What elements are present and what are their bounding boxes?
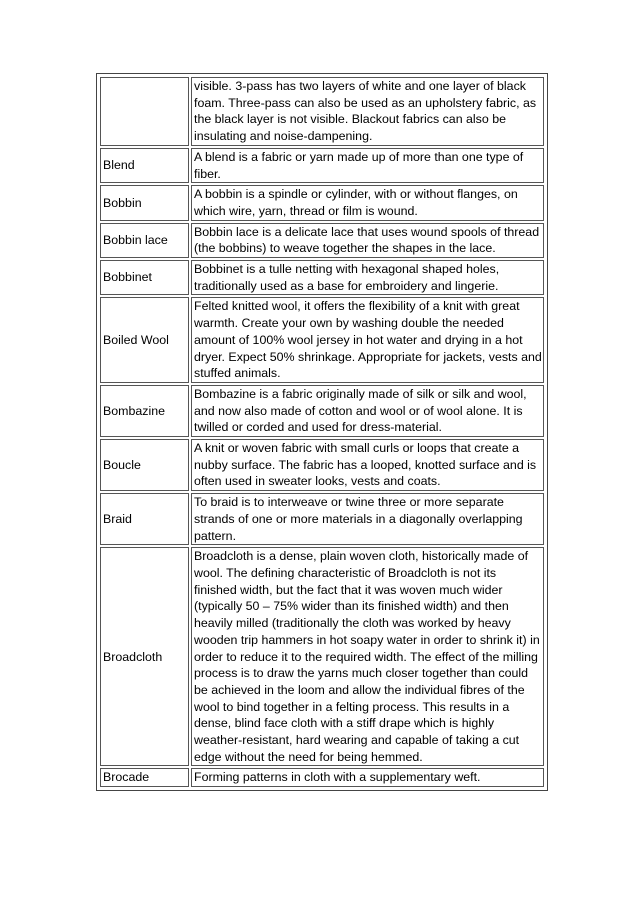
definition-cell: A knit or woven fabric with small curls or loops that create a nubby surface. The fabric has a looped, knotted surface and is often used in sweater looks, vests and coats. bbox=[191, 439, 544, 491]
definition-cell: Broadcloth is a dense, plain woven cloth, historically made of wool. The defining characteristic of Broadcloth is not its finished width, but the fact that it was woven much wider (typically 50 – 75% wider than its finished width) and then heavily milled (traditionally the cloth was worked by heavy wooden trip hammers in hot soapy water in order to shrink it) in order to reduce it to the required width. The effect of the milling process is to draw the yarns much closer together than could be achieved in the loom and allow the individual fibres of the wool to bind together in a felting process. This results in a dense, blind face cloth with a stiff drape which is highly weather-resistant, hard wearing and capable of taking a cut edge without the need for being hemmed. bbox=[191, 547, 544, 766]
definition-cell: Bobbin lace is a delicate lace that uses wound spools of thread (the bobbins) to weave together the shapes in the lace. bbox=[191, 223, 544, 258]
definition-cell: Forming patterns in cloth with a supplementary weft. bbox=[191, 768, 544, 787]
definition-cell: Bobbinet is a tulle netting with hexagonal shaped holes, traditionally used as a base for embroidery and lingerie. bbox=[191, 260, 544, 295]
table-row bbox=[100, 385, 544, 437]
table-row bbox=[100, 439, 544, 491]
table-row bbox=[100, 768, 544, 787]
term-cell: Boucle bbox=[100, 439, 189, 491]
definition-cell: Felted knitted wool, it offers the flexibility of a knit with great warmth. Create your own by washing double the needed amount of 100% wool jersey in hot water and drying in a hot dryer. Expect 50% shrinkage. Appropriate for jackets, vests and stuffed animals. bbox=[191, 297, 544, 383]
definition-cell: A bobbin is a spindle or cylinder, with or without flanges, on which wire, yarn, thread or film is wound. bbox=[191, 185, 544, 220]
term-cell: Broadcloth bbox=[100, 547, 189, 766]
table-row bbox=[100, 547, 544, 766]
table-row bbox=[100, 77, 544, 146]
definition-cell: A blend is a fabric or yarn made up of more than one type of fiber. bbox=[191, 148, 544, 183]
term-cell bbox=[100, 77, 189, 146]
definition-cell: visible. 3-pass has two layers of white and one layer of black foam. Three-pass can also be used as an upholstery fabric, as the black layer is not visible. Blackout fabrics can also be insulating and noise-dampening. bbox=[191, 77, 544, 146]
table-row bbox=[100, 297, 544, 383]
term-cell: Bobbinet bbox=[100, 260, 189, 295]
table-row bbox=[100, 185, 544, 220]
table-row bbox=[100, 260, 544, 295]
term-cell: Bobbin bbox=[100, 185, 189, 220]
glossary-table bbox=[96, 73, 548, 791]
definition-cell: To braid is to interweave or twine three or more separate strands of one or more materials in a diagonally overlapping pattern. bbox=[191, 493, 544, 545]
table-row bbox=[100, 223, 544, 258]
definition-cell: Bombazine is a fabric originally made of silk or silk and wool, and now also made of cotton and wool or of wool alone. It is twilled or corded and used for dress-material. bbox=[191, 385, 544, 437]
table-row bbox=[100, 493, 544, 545]
term-cell: Bombazine bbox=[100, 385, 189, 437]
term-cell: Bobbin lace bbox=[100, 223, 189, 258]
term-cell: Brocade bbox=[100, 768, 189, 787]
term-cell: Braid bbox=[100, 493, 189, 545]
term-cell: Boiled Wool bbox=[100, 297, 189, 383]
table-row bbox=[100, 148, 544, 183]
term-cell: Blend bbox=[100, 148, 189, 183]
